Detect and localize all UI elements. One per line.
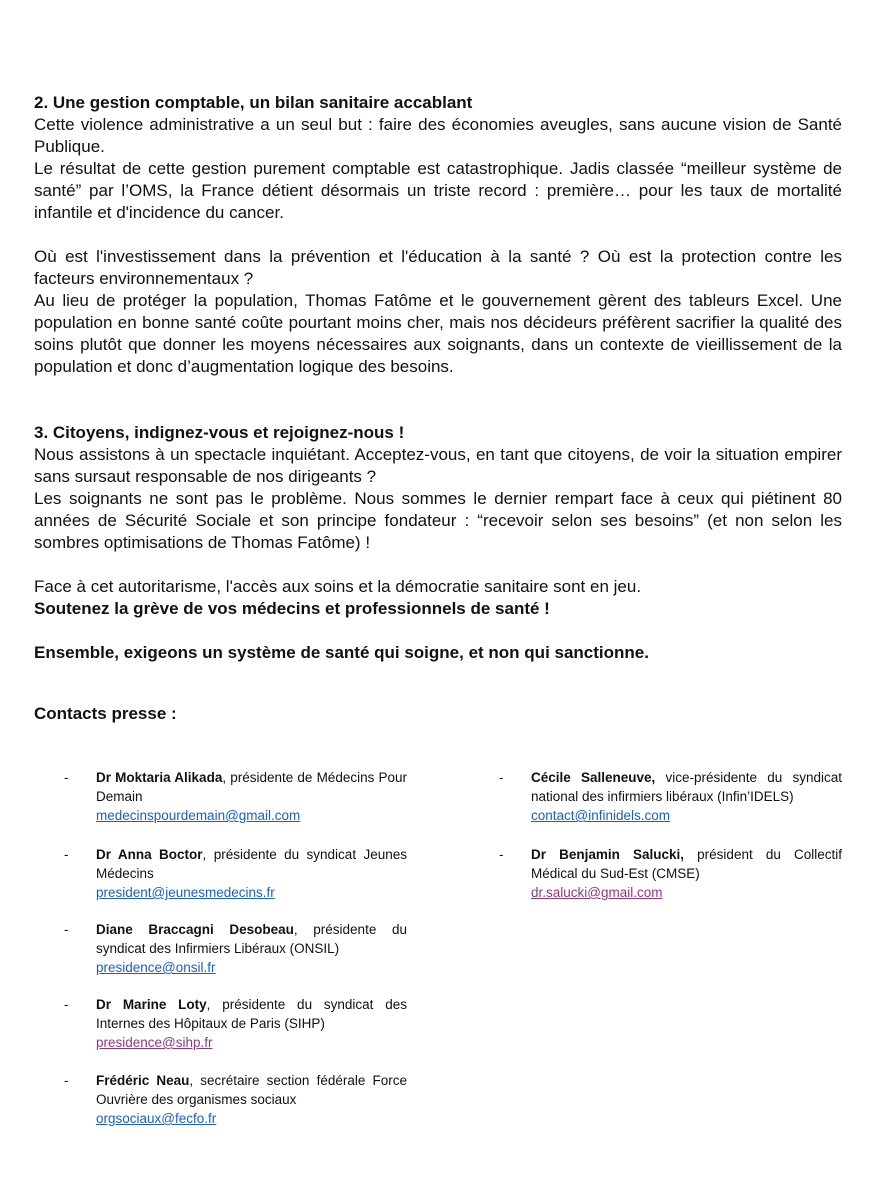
contact-email-link[interactable]: dr.salucki@gmail.com: [531, 885, 663, 900]
contact-email-link[interactable]: contact@infinidels.com: [531, 808, 671, 823]
bullet-dash: -: [64, 1073, 69, 1088]
contact-email-link[interactable]: presidence@sihp.fr: [96, 1035, 213, 1050]
contact-email-link[interactable]: presidence@onsil.fr: [96, 960, 216, 975]
bullet-dash: -: [499, 770, 504, 785]
contact-role: , présidente du syndicat des Infirmiers Libéraux (ONSIL): [96, 922, 407, 956]
press-release-body: [34, 92, 842, 664]
contact-name: Cécile Salleneuve,: [531, 770, 656, 785]
section-3-paragraph: Les soignants ne sont pas le problème. Nous sommes le dernier rempart face à ceux qui piétinent 80 années de Sécurité Sociale et son principe fondateur : “recevoir selon ses besoins” (et non selon les sombres optimisations de Thomas Fatôme) !: [34, 489, 842, 552]
contact-email-link[interactable]: orgsociaux@fecfo.fr: [96, 1111, 217, 1126]
bullet-dash: -: [64, 922, 69, 937]
section-2-heading: 2. Une gestion comptable, un bilan sanitaire accablant: [34, 93, 473, 112]
contact-email-link[interactable]: medecinspourdemain@gmail.com: [96, 808, 301, 823]
bullet-dash: -: [64, 997, 69, 1012]
contact-role: , présidente de Médecins Pour Demain: [96, 770, 407, 804]
section-2-paragraph: Le résultat de cette gestion purement comptable est catastrophique. Jadis classée “meilleur système de santé” par l’OMS, la France détient désormais un triste record : première… pour les taux de mortalité infantile et d'incidence du cancer.: [34, 159, 842, 222]
call-to-strike: Soutenez la grève de vos médecins et professionnels de santé !: [34, 599, 550, 618]
contact-name: Dr Moktaria Alikada: [96, 770, 223, 785]
section-3-paragraph: Nous assistons à un spectacle inquiétant. Acceptez-vous, en tant que citoyens, de voir la situation empirer sans sursaut responsable de nos dirigeants ?: [34, 445, 842, 486]
contact-role: , présidente du syndicat Jeunes Médecins: [96, 847, 407, 881]
contact-name: Dr Marine Loty: [96, 997, 207, 1012]
bullet-dash: -: [499, 847, 504, 862]
section-2-paragraph: Où est l'investissement dans la prévention et l'éducation à la santé ? Où est la protection contre les facteurs environnementaux ?: [34, 247, 842, 288]
contact-name: Frédéric Neau: [96, 1073, 190, 1088]
contacts-title: Contacts presse :: [34, 704, 177, 723]
contact-role: président du Collectif Médical du Sud-Est (CMSE): [531, 847, 842, 881]
contact-role: , secrétaire section fédérale Force Ouvrière des organismes sociaux: [96, 1073, 407, 1107]
section-2-paragraph: Cette violence administrative a un seul but : faire des économies aveugles, sans aucune vision de Santé Publique.: [34, 115, 842, 156]
contact-name: Dr Anna Boctor: [96, 847, 203, 862]
contact-role: , présidente du syndicat des Internes des Hôpitaux de Paris (SIHP): [96, 997, 407, 1031]
section-3-heading: 3. Citoyens, indignez-vous et rejoignez-nous !: [34, 423, 405, 442]
bullet-dash: -: [64, 847, 69, 862]
contact-name: Dr Benjamin Salucki,: [531, 847, 685, 862]
contact-role: vice-présidente du syndicat national des infirmiers libéraux (Infin’IDELS): [531, 770, 842, 804]
section-3-paragraph: Face à cet autoritarisme, l'accès aux soins et la démocratie sanitaire sont en jeu.: [34, 577, 642, 596]
closing-statement: Ensemble, exigeons un système de santé qui soigne, et non qui sanctionne.: [34, 643, 649, 662]
contact-name: Diane Braccagni Desobeau: [96, 922, 294, 937]
contact-email-link[interactable]: president@jeunesmedecins.fr: [96, 885, 275, 900]
section-2-paragraph: Au lieu de protéger la population, Thomas Fatôme et le gouvernement gèrent des tableurs Excel. Une population en bonne santé coûte pourtant moins cher, mais nos décideurs préfèrent sacrifier la qualité des soins plutôt que donner les moyens nécessaires aux soignants, dans un contexte de vieillissement de la population et donc d’augmentation logique des besoins.: [34, 291, 842, 376]
bullet-dash: -: [64, 770, 69, 785]
